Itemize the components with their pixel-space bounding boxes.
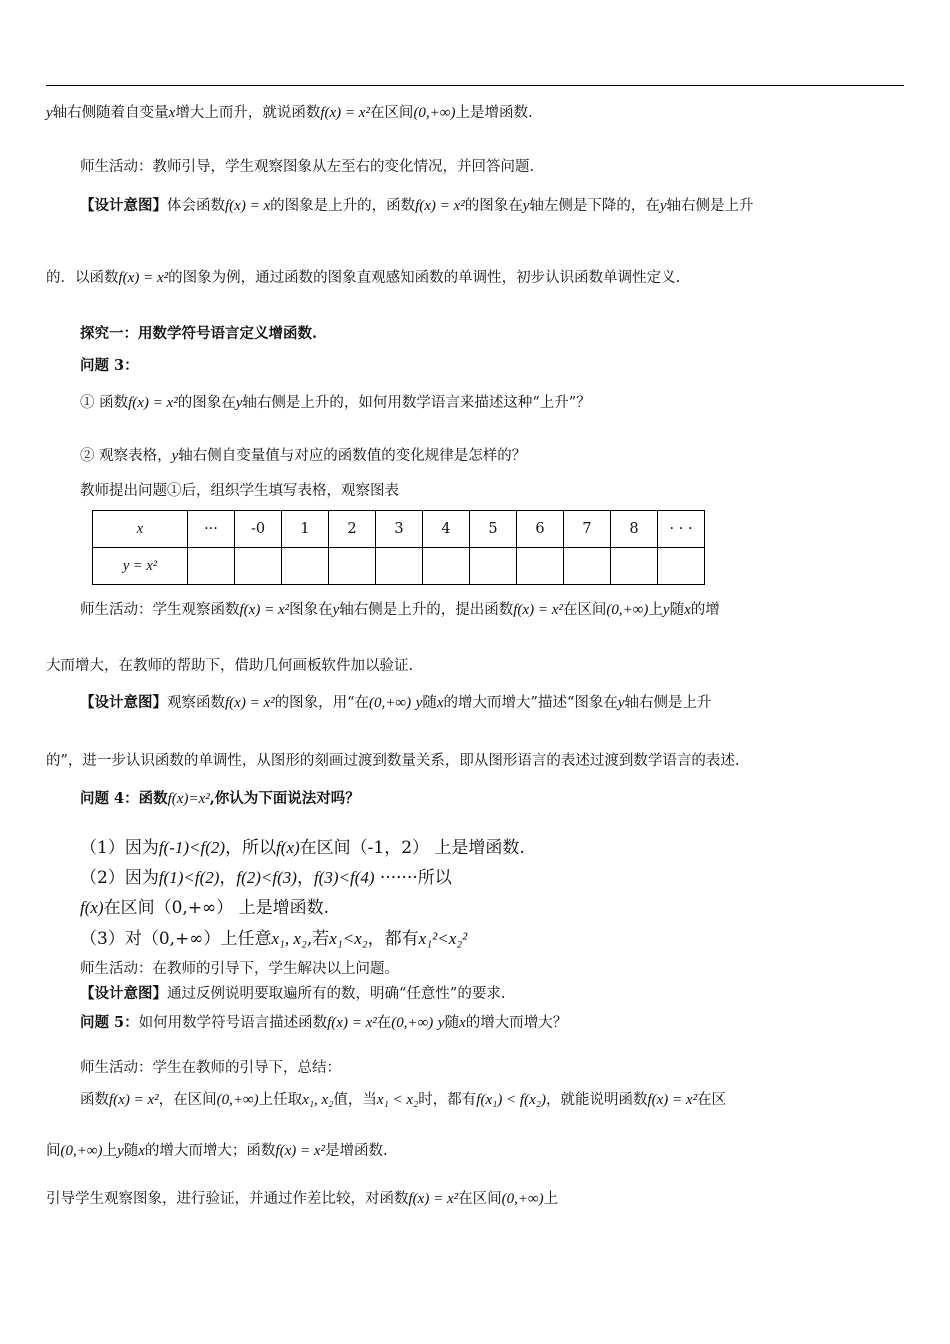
para-design-intent-3: 【设计意图】通过反例说明要取遍所有的数，明确“任意性”的要求.: [80, 985, 506, 1002]
para-teacher-activity-4: 师生活动：学生在教师的引导下，总结：: [80, 1060, 341, 1076]
heading-question-5: 问题 5：如何用数学符号语言描述函数f(x) = x²在(0,+∞) y随x的增大而增大？: [80, 1014, 568, 1031]
question-4-item-1: （1）因为f(-1)<f(2)，所以f(x)在区间（-1，2） 上是增函数.: [80, 838, 525, 858]
para-question-3-1: ① 函数f(x) = x²的图象在y轴右侧是上升的，如何用数学语言来描述这种“上升”？: [80, 395, 591, 411]
para-increasing-def: y轴右侧随着自变量x增大上而升，就说函数f(x) = x²在区间(0,+∞)上是增函数.: [46, 105, 533, 121]
header-rule: [46, 85, 904, 86]
question-4-item-2-cont: f(x)在区间（0,+∞） 上是增函数.: [80, 898, 330, 918]
para-design-intent-2-cont: 的”，进一步认识函数的单调性，从图形的刻画过渡到数量关系，即从图形语言的表述过渡到数学语言的表述.: [46, 753, 740, 769]
para-summary-2: 间(0,+∞)上y随x的增大而增大；函数f(x) = x²是增函数.: [46, 1143, 388, 1159]
math-fx: f(x) = x²: [320, 105, 370, 121]
para-summary-1: 函数f(x) = x²，在区间(0,+∞)上任取x₁, x₂值，当x₁ < x₂时，都有f(x₁) < f(x₂)，就能说明函数f(x) = x²在区: [80, 1092, 727, 1108]
heading-question-3: 问题 3：: [80, 357, 139, 374]
table-row: x ··· -0 1 2 3 4 5 6 7 8 · · ·: [93, 511, 705, 548]
heading-explore-1: 探究一：用数学符号语言定义增函数.: [80, 325, 318, 342]
para-teacher-activity-2: 师生活动：学生观察函数f(x) = x²图象在y轴右侧是上升的，提出函数f(x) = x²在区间(0,+∞)上y随x的增: [80, 602, 720, 618]
para-question-3-2: ② 观察表格，y轴右侧自变量值与对应的函数值的变化规律是怎样的？: [80, 448, 527, 464]
para-design-intent-1: 【设计意图】体会函数f(x) = x的图象是上升的，函数f(x) = x²的图象在y轴左侧是下降的，在y轴右侧是上升: [80, 197, 754, 214]
math-y: y: [46, 105, 53, 121]
para-teacher-table: 教师提出问题①后，组织学生填写表格，观察图表: [80, 483, 399, 499]
para-teacher-activity-1: 师生活动：教师引导，学生观察图象从左至右的变化情况，并回答问题.: [80, 159, 535, 175]
para-teacher-activity-3: 师生活动：在教师的引导下，学生解决以上问题。: [80, 961, 399, 977]
para-teacher-activity-2-cont: 大而增大，在教师的帮助下，借助几何画板软件加以验证.: [46, 658, 414, 674]
value-table: [92, 510, 705, 585]
table-row: y = x²: [93, 548, 705, 585]
para-design-intent-1-cont: 的．以函数f(x) = x²的图象为例，通过函数的图象直观感知函数的单调性，初步认识函数单调性定义.: [46, 270, 681, 286]
question-4-item-2: （2）因为f(1)<f(2)，f(2)<f(3)，f(3)<f(4) ·······所以: [80, 868, 452, 888]
heading-question-4: 问题 4：函数f(x)=x²,你认为下面说法对吗？: [80, 790, 360, 807]
question-4-item-3: （3）对（0,+∞）上任意x₁, x₂,若x₁<x₂，都有x₁²<x₂²: [80, 929, 468, 949]
para-guide-verify: 引导学生观察图象，进行验证，并通过作差比较，对函数f(x) = x²在区间(0,+∞)上: [46, 1191, 559, 1207]
para-design-intent-2: 【设计意图】观察函数f(x) = x²的图象，用“在(0,+∞) y随x的增大而增大”描述“图象在y轴右侧是上升: [80, 694, 712, 711]
